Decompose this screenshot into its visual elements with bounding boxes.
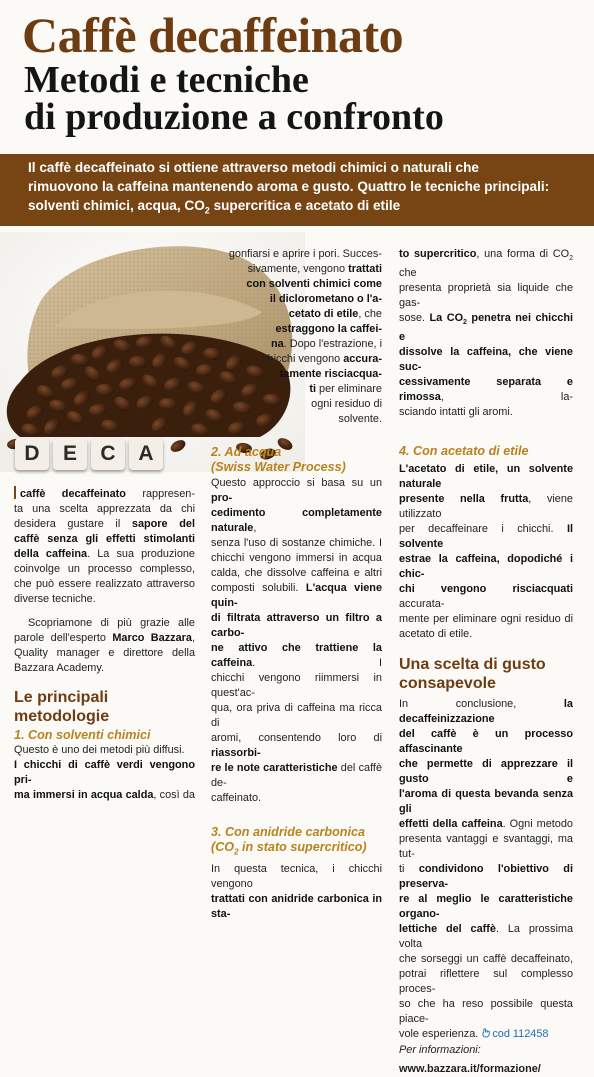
formazione-link[interactable]: www.bazzara.it/formazione/ [399,1063,541,1076]
subheading-chemical: 1. Con solventi chimici [14,728,151,742]
subheading-co2: 3. Con anidride carbonica ($CO_2$ in stato supercritico) [211,825,367,857]
article-subtitle [24,59,444,138]
letter-tile: C [91,438,125,470]
column-2 [211,247,382,922]
conclusion-paragraph: In conclusione, la decaffeinizzazione del caffè è un processo affascinante che permette di apprezzare il gusto e l'aroma di questa bevanda senza gli effetti della caffeina. Ogni metodo presenta vantaggi e svantaggi, ma tut- ti condividono l'obiettivo di preserva- re al meglio le caratteristiche organo- lettiche del caffè. La prossima volta che sorseggi un caffè decaffeinato, potrai riflettere sul complesso proces- so che ha reso possibile questa piace- vole esperienza. cod 112458 Per informazioni: www.bazzara.it/formazione/ [399,698,573,1076]
subtitle-line: di produzione a confronto [24,96,444,138]
ethyl-acetate-paragraph: L'acetato di etile, un solvente naturale presente nella frutta, viene utilizzato per decaffeinare i chicchi. Il solvente estrae la caffeina, dopodiché i chic- chi vengono risciacquati accurata- mente per eliminare ogni residuo di acetato di etile. [399,463,573,641]
article-title: Caffè decaffeinato [22,7,404,63]
column-3 [399,247,573,1077]
pointing-hand-icon [481,1027,492,1038]
expert-paragraph: Scopriamone di più grazie alle [28,617,195,629]
info-label: Per informazioni: [399,1044,481,1057]
lead-banner [0,154,594,226]
water-paragraph: Questo approccio si basa su un pro- cedimento completamente naturale, senza l'uso di sostanze chimiche. I chicchi vengono immersi in acqua calda, che dissolve caffeina e altri composti solubili. L'acqua viene quin- di filtrata attraverso un filtro a carbo- ne attivo che trattiene la caffeina. I chicchi vengono riimmersi in quest'ac- qua, ora priva di caffeina ma ricca di aromi, consentendo loro di riassorbi- re le note caratteristiche del caffè de- caffeinato. [211,477,382,804]
lead-line: Il caffè decaffeinato si ottiene attraverso metodi chimici o naturali che [28,160,479,175]
chemical-paragraph: Questo è uno dei metodi più diffusi. I chicchi di caffè verdi vengono pri- ma immersi in acqua calda, così da [14,744,195,801]
intro-paragraph: caffè decaffeinato rappresen- ta una scelta apprezzata da chi desidera gustare il sapore del caffè senza gli effetti stimolanti della caffeina. La sua produzione coinvolge un processo complesso, che può essere realizzato attraverso diverse tecniche. [14,488,195,605]
chemical-paragraph-cont: gonfiarsi e aprire i pori. Succes- sivamente, vengono trattati con solventi chimici come il diclorometano o l'a- cetato di etile, che estraggono la caffei- na. Dopo l'estrazione, i chicchi vengono accura- tamente risciacqua- ti per eliminare ogni residuo di solvente. [228,248,382,425]
letter-tile: D [15,438,49,470]
co2-paragraph-cont: to supercritico, una forma di $CO_2$ che presenta proprietà sia liquide che gas- sose. La $CO_2$ penetra nei chicchi e dissolve la caffeina, che viene suc- cessivamente separata e rimossa, la- sciando intatti gli aromi. [399,248,573,419]
subheading-ethyl-acetate: 4. Con acetato di etile [399,444,529,459]
lead-line: rimuovono la caffeina mantenendo aroma e gusto. Quattro le tecniche principali: [28,178,550,194]
section-heading-conclusion: Una scelta di gusto consapevole [399,656,546,693]
product-code[interactable]: cod 112458 [492,1028,549,1041]
deca-letter-tiles [15,438,163,470]
letter-tile: E [53,438,87,470]
expert-paragraph-cont: parole dell'esperto Marco Bazzara, Quality manager e direttore della Bazzara Academy. [14,632,195,674]
subtitle-line: Metodi e tecniche [24,59,309,101]
subheading-water: 2. Ad acqua (Swiss Water Process) [211,445,346,474]
letter-tile: A [129,438,163,470]
co2-paragraph: In questa tecnica, i chicchi vengono trattati con anidride carbonica in sta- [211,862,382,920]
section-heading-methods: Le principali metodologie [14,689,110,725]
dropcap-bar [14,486,16,499]
lead-line: solventi chimici, acqua, $CO_2$ supercritica e acetato di etile [28,197,401,216]
column-1 [14,486,195,803]
